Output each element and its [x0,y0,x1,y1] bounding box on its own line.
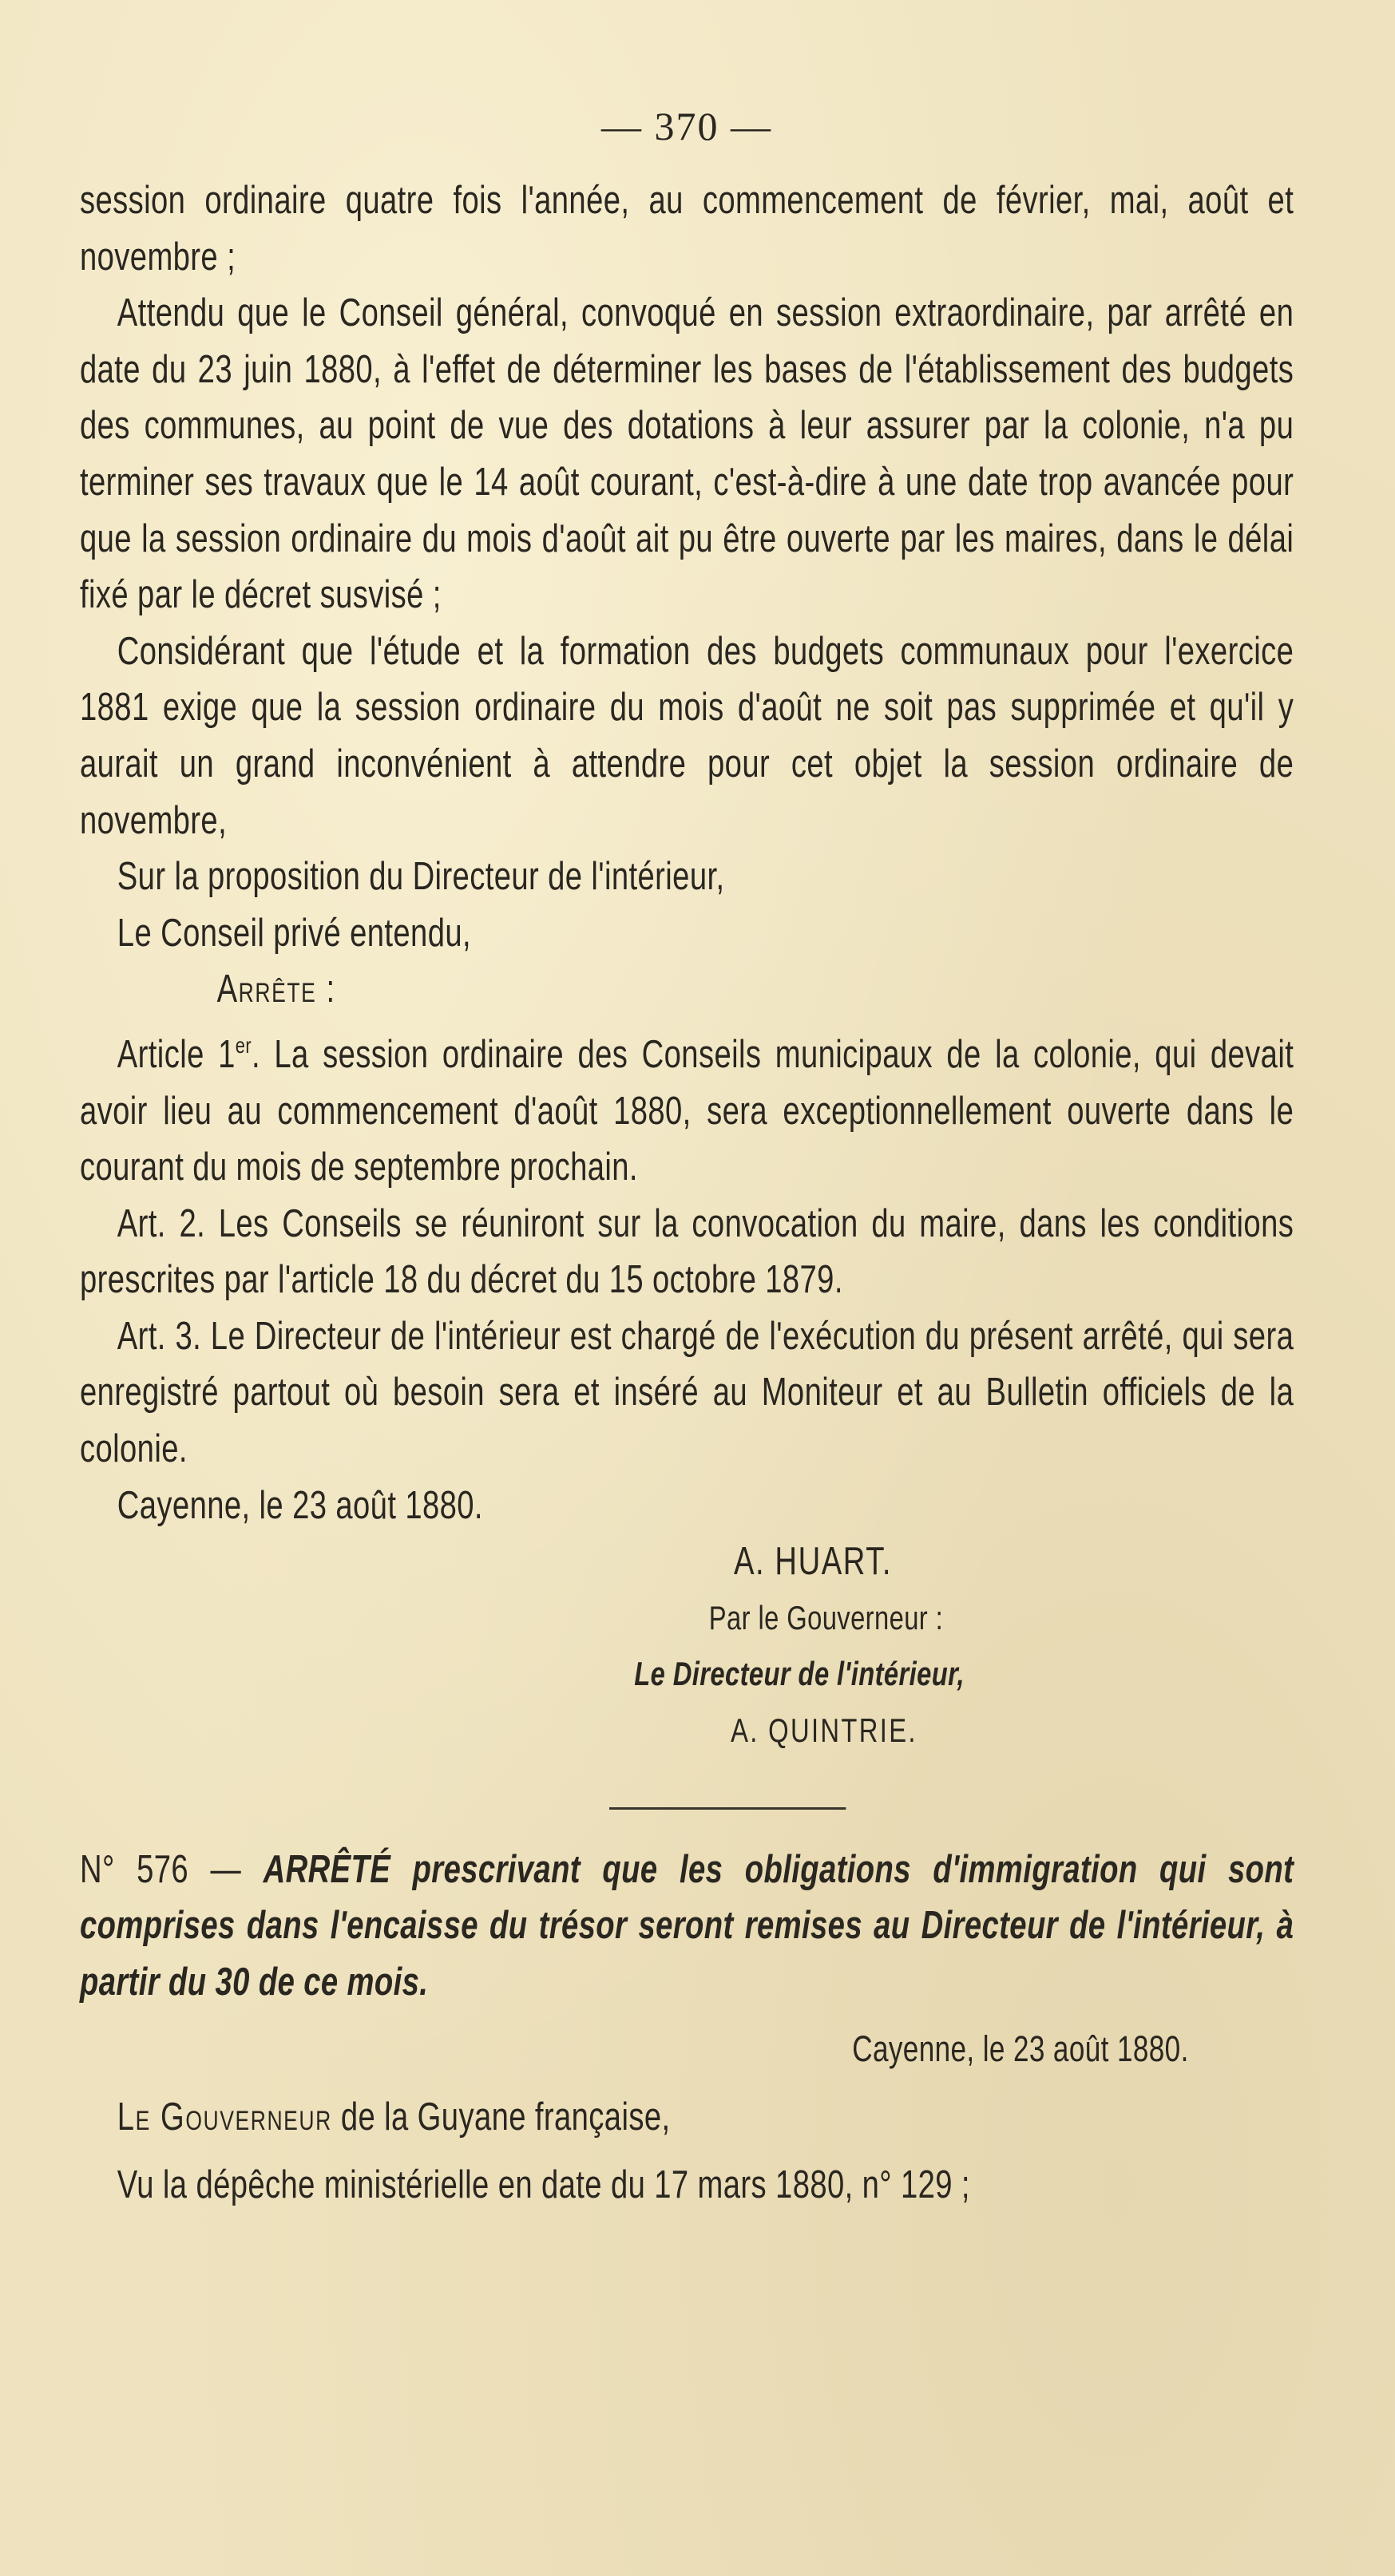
paragraph-session: session ordinaire quatre fois l'année, au commencement de février, mai, août et novembre ; [80,179,1294,279]
arrete-576-description: ARRÊTÉ prescrivant que les obligations d'immigration qui sont comprises dans l'encaisse du trésor seront remises au Directeur de l'intérieur, à partir du 30 de ce mois. [80,1847,1294,2004]
governor-label: Le Gouverneur [117,2095,332,2139]
signature-title: Le Directeur de l'intérieur, [634,1655,965,1693]
arrete-576-vu: Vu la dépêche ministérielle en date du 17 mars 1880, n° 129 ; [117,2162,970,2206]
article-1-label: Article 1 [117,1032,236,1076]
signature-name: A. HUART. [734,1540,893,1584]
arrete-576-place-date: Cayenne, le 23 août 1880. [852,2028,1189,2070]
article-1-superscript: er [235,1032,252,1058]
arrete-576-governor [80,2089,1294,2146]
page-number: — 370 — [601,104,772,148]
section-divider [609,1807,846,1810]
paragraph-proposition: Sur la proposition du Directeur de l'intérieur, [117,855,725,899]
arrete-576-number: N° 576 — [80,1847,242,1891]
arrete-heading: Arrête : [216,967,336,1011]
article-1-text: . La session ordinaire des Conseils municipaux de la colonie, qui devait avoir lieu au commencement d'août 1880, sera exceptionnellement ouverte dans le courant du mois de septembre prochain. [80,1032,1294,1189]
document-page [80,94,1294,2213]
paragraph-conseil-prive: Le Conseil privé entendu, [117,911,471,955]
paragraph-considerant: Considérant que l'étude et la formation des budgets communaux pour l'exercice 1881 exige que la session ordinaire du mois d'août ne soit pas supprimée et qu'il y aurait un grand inconvénient à attendre pour cet objet la session ordinaire de novembre, [80,629,1294,842]
article-2: Art. 2. Les Conseils se réuniront sur la convocation du maire, dans les conditions prescrites par l'article 18 du décret du 15 octobre 1879. [80,1201,1294,1302]
signature-by: Par le Gouverneur : [708,1598,944,1636]
paragraph-attendu: Attendu que le Conseil général, convoqué en session extraordinaire, par arrêté en date du 23 juin 1880, à l'effet de déterminer les bases de l'établissement des budgets des communes, au point de vue des dotations à leur assurer par la colonie, n'a pu terminer ses travaux que le 14 août courant, c'est-à-dire à une date trop avancée pour que la session ordinaire du mois d'août ait pu être ouverte par les maires, dans le délai fixé par le décret susvisé ; [80,291,1294,617]
place-date: Cayenne, le 23 août 1880. [117,1483,483,1527]
governor-rest: de la Guyane française, [331,2095,671,2139]
article-1 [80,1018,1294,1196]
article-3: Art. 3. Le Directeur de l'intérieur est chargé de l'exécution du présent arrêté, qui sera enregistré partout où besoin sera et inséré au Moniteur et au Bulletin officiels de la colonie. [80,1314,1294,1471]
arrete-576-title [80,1842,1294,2011]
signature-name-2: A. QUINTRIE. [731,1711,917,1750]
document-body [80,172,1294,2213]
